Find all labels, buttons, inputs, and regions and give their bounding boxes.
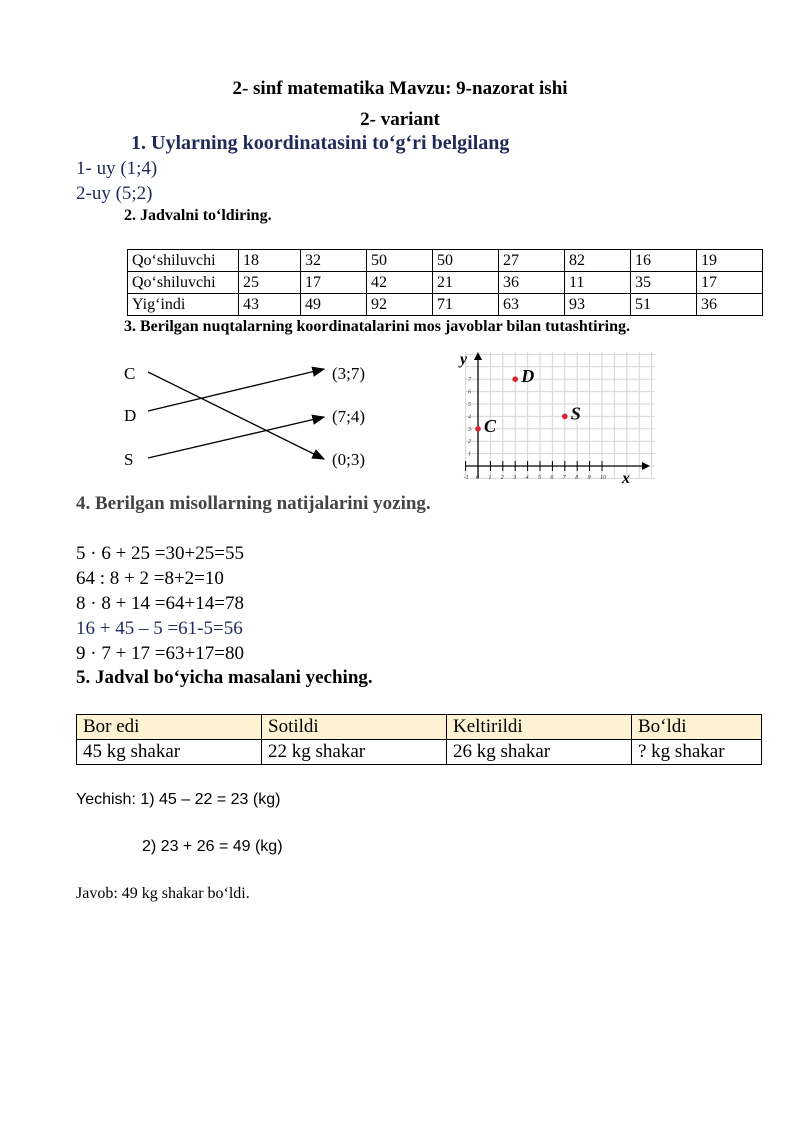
coordinate-grid (450, 348, 666, 492)
arrow-c (148, 372, 324, 459)
table-row (77, 740, 762, 765)
x-tick-label: 6 (550, 475, 554, 481)
table-cell: 43 (239, 294, 301, 316)
match-right-2: (7;4) (332, 407, 366, 426)
table-cell: 45 kg shakar (77, 740, 262, 765)
arrow-s (148, 417, 324, 458)
header-boldi: Bo‘ldi (632, 715, 762, 740)
point-c (475, 426, 481, 432)
table-cell: 92 (367, 294, 433, 316)
table-cell: 36 (697, 294, 763, 316)
y-axis-label: y (460, 351, 468, 368)
point-label-c: C (484, 415, 497, 436)
table-cell: 32 (301, 250, 367, 272)
page-title: 2- sinf matematika Mavzu: 9-nazorat ishi (232, 78, 568, 99)
expr-line-1: 5 · 6 + 25 =30+25=55 (76, 543, 244, 564)
table-cell: 21 (433, 272, 499, 294)
y-tick-label: 1 (468, 451, 471, 458)
point-s (562, 414, 568, 420)
table-cell: 16 (631, 250, 697, 272)
match-left-s: S (124, 450, 134, 469)
row-label: Qo‘shiluvchi (128, 250, 239, 272)
y-tick-label: 2 (468, 439, 471, 446)
x-tick-label: 9 (587, 475, 591, 481)
point-d (512, 376, 518, 382)
table-cell: 11 (565, 272, 631, 294)
table-cell: ? kg shakar (632, 740, 762, 765)
task3-heading: 3. Berilgan nuqtalarning koordinatalarini mos javoblar bilan tutashtiring. (124, 318, 631, 335)
variant-label: 2- variant (360, 109, 440, 130)
table-cell: 49 (301, 294, 367, 316)
x-tick-label: 3 (513, 475, 517, 481)
y-axis-arrow (474, 352, 482, 360)
expr-line-2: 64 : 8 + 2 =8+2=10 (76, 568, 224, 589)
table-cell: 50 (433, 250, 499, 272)
table-cell: 25 (239, 272, 301, 294)
table-cell: 17 (301, 272, 367, 294)
table-cell: 18 (239, 250, 301, 272)
y-tick-label: 7 (468, 377, 471, 384)
table-cell: 22 kg shakar (262, 740, 447, 765)
arrow-d (148, 369, 324, 411)
x-tick-label: 7 (562, 475, 566, 481)
x-axis-label: x (622, 470, 630, 487)
table-cell: 51 (631, 294, 697, 316)
table-cell: 63 (499, 294, 565, 316)
x-tick-label: 2 (500, 475, 504, 481)
row-label: Qo‘shiluvchi (128, 272, 239, 294)
x-axis-arrow (642, 462, 650, 470)
task1-heading: 1. Uylarning koordinatasini to‘g‘ri belgilang (131, 132, 510, 154)
header-keltirildi: Keltirildi (447, 715, 632, 740)
point-label-s: S (570, 403, 581, 424)
task1-line-1: 1- uy (1;4) (76, 158, 158, 179)
expr-line-4: 16 + 45 – 5 =61-5=56 (76, 618, 243, 639)
x-tick-label: 0 (476, 475, 479, 481)
table-cell: 17 (697, 272, 763, 294)
task5-heading: 5. Jadval bo‘yicha masalani yeching. (76, 667, 373, 688)
y-tick-label: 4 (468, 414, 471, 421)
solution-step-1: Yechish: 1) 45 – 22 = 23 (kg) (76, 791, 281, 808)
table-header-row (77, 715, 762, 740)
table-cell: 42 (367, 272, 433, 294)
y-tick-label: 5 (468, 402, 471, 408)
match-left-d: D (124, 406, 137, 425)
row-label: Yig‘indi (128, 294, 239, 316)
table-cell: 82 (565, 250, 631, 272)
solution-step-2: 2) 23 + 26 = 49 (kg) (142, 838, 283, 855)
y-tick-label: 3 (468, 426, 471, 433)
match-right-1: (3;7) (332, 364, 366, 383)
answer-line: Javob: 49 kg shakar bo‘ldi. (76, 885, 250, 902)
header-bor-edi: Bor edi (77, 715, 262, 740)
problem-table (76, 714, 762, 765)
table-cell: 36 (499, 272, 565, 294)
x-tick-label: 10 (600, 475, 606, 481)
table-cell: 93 (565, 294, 631, 316)
x-tick-label: 5 (538, 475, 541, 481)
y-tick-label: 6 (468, 389, 471, 396)
match-right-3: (0;3) (332, 450, 366, 469)
table-cell: 50 (367, 250, 433, 272)
x-tick-label: -1 (463, 475, 469, 481)
header-sotildi: Sotildi (262, 715, 447, 740)
task1-line-2: 2-uy (5;2) (76, 183, 153, 204)
x-tick-label: 4 (525, 475, 529, 481)
table-cell: 19 (697, 250, 763, 272)
table-cell: 35 (631, 272, 697, 294)
table-cell: 27 (499, 250, 565, 272)
table-cell: 71 (433, 294, 499, 316)
x-tick-label: 1 (488, 475, 492, 481)
match-left-c: C (124, 364, 136, 383)
expr-line-3: 8 · 8 + 14 =64+14=78 (76, 593, 244, 614)
table-cell: 26 kg shakar (447, 740, 632, 765)
task2-heading: 2. Jadvalni to‘ldiring. (124, 207, 272, 224)
task4-heading: 4. Berilgan misollarning natijalarini yozing. (76, 493, 431, 514)
expr-line-5: 9 · 7 + 17 =63+17=80 (76, 643, 244, 664)
point-label-d: D (521, 366, 535, 387)
x-tick-label: 8 (575, 475, 579, 481)
